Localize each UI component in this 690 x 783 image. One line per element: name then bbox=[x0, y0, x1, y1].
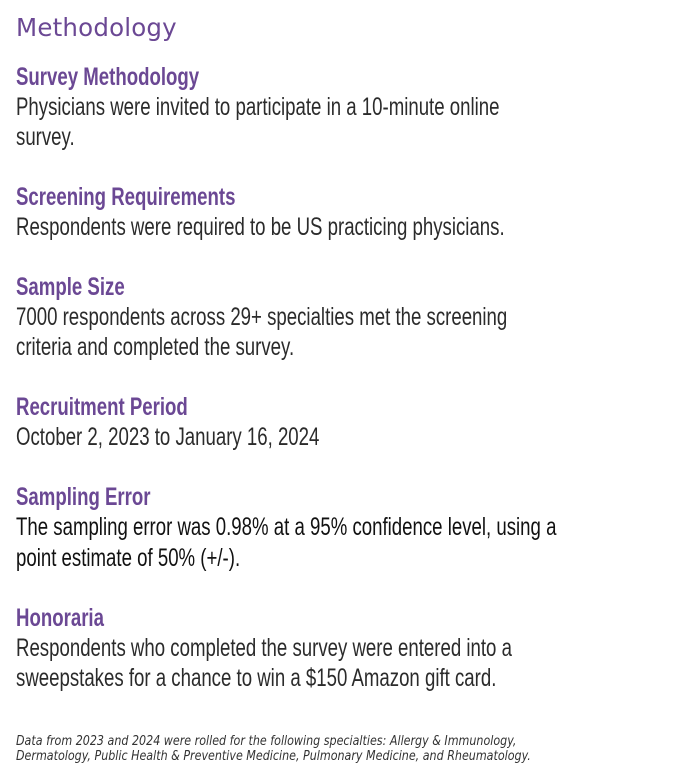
section-honoraria bbox=[16, 603, 687, 693]
section-body bbox=[16, 302, 687, 362]
section-sample-size bbox=[16, 272, 687, 362]
section-heading: Sampling Error bbox=[16, 483, 151, 511]
section-heading: Honoraria bbox=[16, 604, 104, 632]
section-body-line: survey. bbox=[16, 123, 75, 151]
section-body-line: Physicians were invited to participate in a 10-minute online bbox=[16, 93, 500, 121]
section-recruitment-period bbox=[16, 392, 687, 452]
section-heading: Sample Size bbox=[16, 273, 125, 301]
section-body-line: Respondents were required to be US practicing physicians. bbox=[16, 213, 505, 241]
section-body bbox=[16, 633, 687, 693]
section-body-line: The sampling error was 0.98% at a 95% confidence level, using a bbox=[16, 513, 557, 541]
section-body-line: 7000 respondents across 29+ specialties met the screening bbox=[16, 303, 508, 331]
section-screening-requirements bbox=[16, 182, 687, 242]
section-body bbox=[16, 92, 687, 152]
section-heading: Screening Requirements bbox=[16, 183, 236, 211]
section-body bbox=[16, 212, 687, 242]
footnote-line: Dermatology, Public Health & Preventive Medicine, Pulmonary Medicine, and Rheumatology. bbox=[16, 749, 531, 764]
page-title: Methodology bbox=[16, 13, 177, 42]
section-heading: Recruitment Period bbox=[16, 393, 188, 421]
section-sampling-error bbox=[16, 482, 687, 574]
section-body-line: October 2, 2023 to January 16, 2024 bbox=[16, 423, 320, 451]
section-body bbox=[16, 512, 687, 574]
section-body bbox=[16, 422, 687, 452]
section-heading: Survey Methodology bbox=[16, 63, 200, 91]
footnote bbox=[16, 734, 632, 764]
section-body-line: criteria and completed the survey. bbox=[16, 333, 295, 361]
section-body-line: sweepstakes for a chance to win a $150 Amazon gift card. bbox=[16, 664, 497, 692]
section-body-line: Respondents who completed the survey were entered into a bbox=[16, 634, 512, 662]
section-body-line: point estimate of 50% (+/-). bbox=[16, 544, 241, 572]
footnote-line: Data from 2023 and 2024 were rolled for the following specialties: Allergy & Immunology, bbox=[16, 734, 517, 749]
section-survey-methodology bbox=[16, 62, 687, 152]
